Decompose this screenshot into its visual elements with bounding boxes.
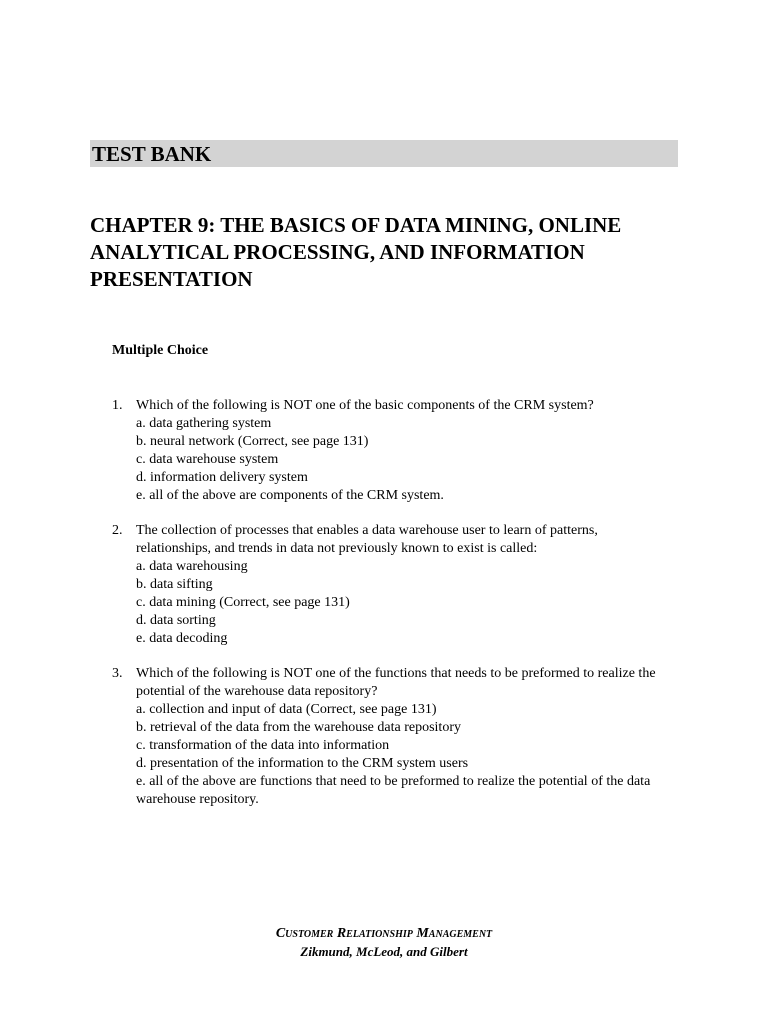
answer-option: e. data decoding [136, 631, 228, 646]
question-3 [0, 665, 768, 809]
page-footer [0, 925, 768, 961]
test-bank-label: TEST BANK [92, 142, 212, 166]
answer-option: a. data gathering system [136, 416, 272, 431]
answer-option: c. data mining (Correct, see page 131) [136, 595, 350, 610]
answer-option: a. data warehousing [136, 559, 248, 574]
answer-option: c. data warehouse system [136, 452, 279, 467]
answer-option: c. transformation of the data into information [136, 738, 390, 753]
question-text: Which of the following is NOT one of the functions that needs to be preformed to realize the potential of the warehouse data repository? [136, 666, 656, 699]
answer-option: e. all of the above are functions that need to be preformed to realize the potential of the data warehouse repository. [136, 774, 651, 807]
answer-option: d. presentation of the information to the CRM system users [136, 756, 469, 771]
test-bank-banner [90, 140, 678, 167]
question-2 [0, 522, 768, 648]
answer-option: d. information delivery system [136, 470, 308, 485]
question-number: 1. [112, 398, 123, 413]
question-text: The collection of processes that enables a data warehouse user to learn of patterns, relationships, and trends in data not previously known to exist is called: [136, 523, 598, 556]
answer-option: e. all of the above are components of the CRM system. [136, 488, 444, 503]
question-number: 3. [112, 666, 123, 681]
question-text: Which of the following is NOT one of the basic components of the CRM system? [136, 398, 594, 413]
footer-book-title: Customer Relationship Management [275, 926, 493, 941]
answer-option: b. retrieval of the data from the warehouse data repository [136, 720, 461, 735]
answer-option: b. neural network (Correct, see page 131) [136, 434, 369, 449]
question-number: 2. [112, 523, 123, 538]
chapter-title: CHAPTER 9: THE BASICS OF DATA MINING, ONLINE ANALYTICAL PROCESSING, AND INFORMATION PRESENTATION [90, 213, 622, 291]
question-list [0, 397, 768, 826]
answer-option: b. data sifting [136, 577, 213, 592]
footer-authors: Zikmund, McLeod, and Gilbert [300, 944, 468, 959]
answer-option: a. collection and input of data (Correct, see page 131) [136, 702, 437, 717]
question-1 [0, 397, 768, 505]
section-heading: Multiple Choice [112, 343, 209, 358]
answer-option: d. data sorting [136, 613, 216, 628]
